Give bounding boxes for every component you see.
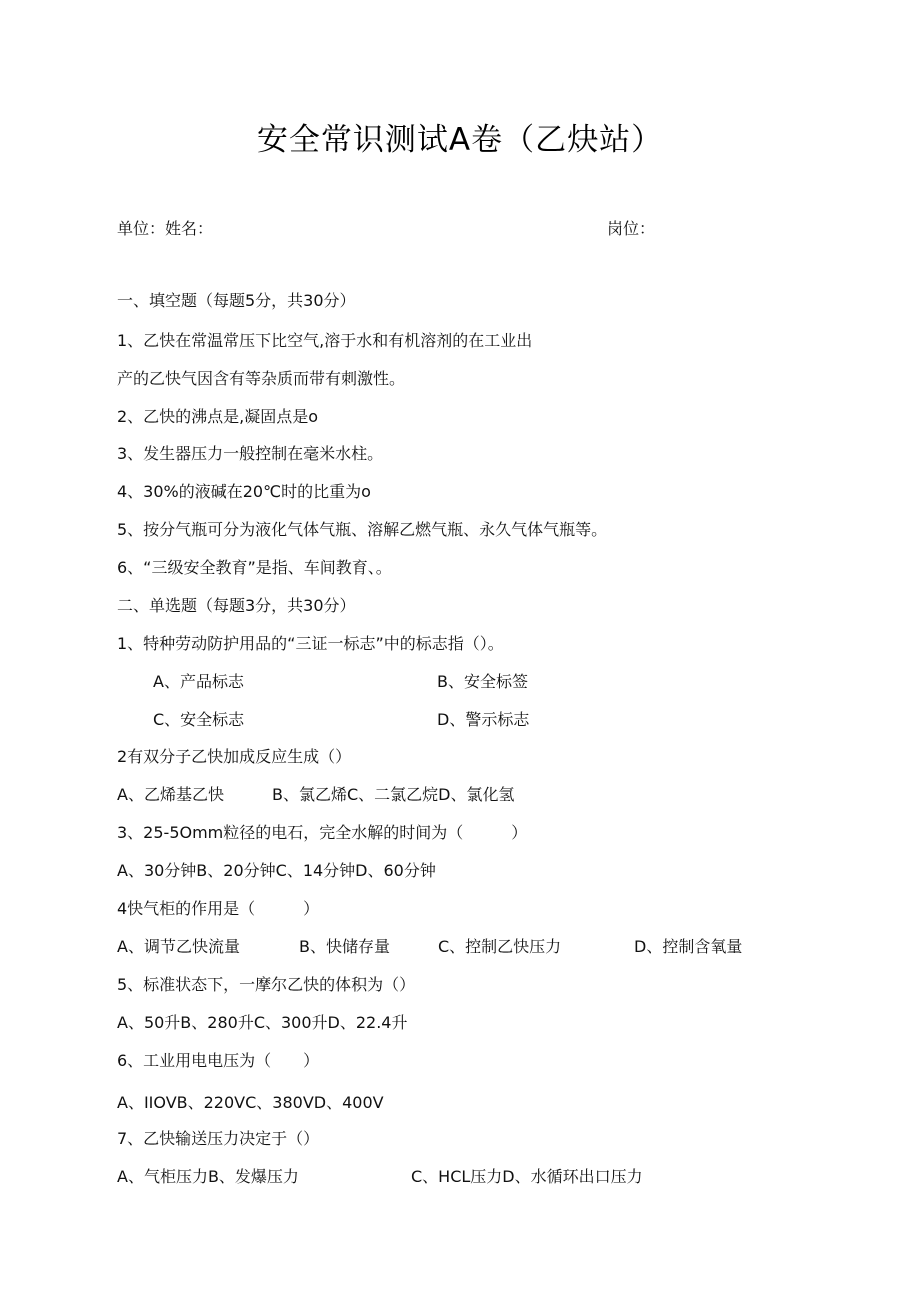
fill-blank-line: 产的乙快气因含有等杂质而带有刺激性。 bbox=[117, 369, 406, 388]
question-6: 6、工业用电电压为（ ） bbox=[117, 1051, 320, 1070]
question-1-option-c: C、安全标志 bbox=[153, 710, 245, 729]
question-2-options-bcd: B、氯乙烯C、二氯乙烷D、氯化氢 bbox=[272, 785, 515, 804]
question-4-option-b: B、快储存量 bbox=[299, 937, 390, 956]
section-fill-blank-heading: 一、填空题（每题5分，共30分） bbox=[117, 291, 356, 310]
question-3-options: A、30分钟B、20分钟C、14分钟D、60分钟 bbox=[117, 861, 436, 880]
question-7-options-cd: C、HCL压力D、水循环出口压力 bbox=[411, 1167, 643, 1186]
question-2: 2有双分子乙快加成反应生成（） bbox=[117, 747, 352, 766]
question-4: 4快气柜的作用是（ ） bbox=[117, 899, 320, 918]
fill-blank-line: 1、乙快在常温常压下比空气,溶于水和有机溶剂的在工业出 bbox=[117, 331, 533, 350]
question-6-options: A、IIOVB、220VC、380VD、400V bbox=[117, 1093, 384, 1112]
question-1-option-b: B、安全标签 bbox=[437, 672, 528, 691]
unit-name-label: 单位：姓名： bbox=[117, 219, 214, 238]
question-1: 1、特种劳动防护用品的“三证一标志”中的标志指（）。 bbox=[117, 634, 504, 653]
question-4-option-c: C、控制乙快压力 bbox=[438, 937, 562, 956]
question-7-options-ab: A、气柜压力B、发爆压力 bbox=[117, 1167, 299, 1186]
question-2-option-a: A、乙烯基乙快 bbox=[117, 785, 224, 804]
question-4-option-a: A、调节乙快流量 bbox=[117, 937, 240, 956]
fill-blank-line: 6、“三级安全教育”是指、车间教育、。 bbox=[117, 558, 392, 577]
question-4-option-d: D、控制含氧量 bbox=[634, 937, 743, 956]
question-7: 7、乙快输送压力决定于（） bbox=[117, 1129, 320, 1148]
question-1-option-d: D、警示标志 bbox=[437, 710, 530, 729]
page-title: 安全常识测试A卷（乙炔站） bbox=[256, 122, 664, 158]
section-single-choice-heading: 二、单选题（每题3分，共30分） bbox=[117, 596, 356, 615]
question-1-option-a: A、产品标志 bbox=[153, 672, 244, 691]
fill-blank-line: 2、乙快的沸点是,凝固点是o bbox=[117, 407, 319, 426]
question-5: 5、标准状态下，一摩尔乙快的体积为（） bbox=[117, 975, 416, 994]
fill-blank-line: 4、30%的液碱在20℃时的比重为o bbox=[117, 482, 371, 501]
post-label: 岗位： bbox=[607, 219, 656, 238]
fill-blank-line: 5、按分气瓶可分为液化气体气瓶、溶解乙燃气瓶、永久气体气瓶等。 bbox=[117, 520, 608, 539]
question-3: 3、25-5Omm粒径的电石，完全水解的时间为（ ） bbox=[117, 823, 528, 842]
fill-blank-line: 3、发生器压力一般控制在毫米水柱。 bbox=[117, 444, 384, 463]
question-5-options: A、50升B、280升C、300升D、22.4升 bbox=[117, 1013, 408, 1032]
